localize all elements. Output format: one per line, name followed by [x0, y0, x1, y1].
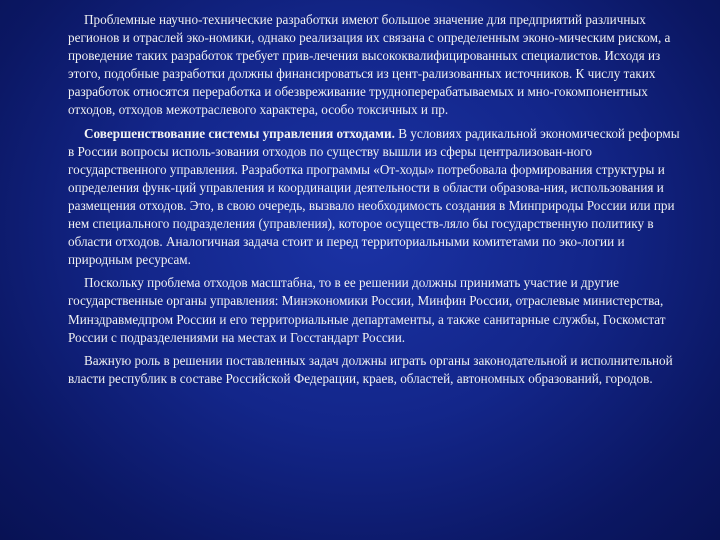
- paragraph-authorities-text: Важную роль в решении поставленных задач должны играть органы законодательной и исполнительной власти республик в составе Российской Федерации, краев, областей, автономных образований, городов.: [68, 352, 673, 386]
- section-heading-management: Совершенствование системы управления отходами.: [84, 125, 395, 141]
- paragraph-agencies-text: Поскольку проблема отходов масштабна, то в ее решении должны принимать участие и другие государственные органы управления: Минэкономики России, Минфин России, отраслевые министерства, Минздравмедпром России и его территориальные департаменты, а также санитарные службы, Госкомстат России с подразделениями на местах и Госстандарт России.: [68, 275, 666, 345]
- paragraph-management: [68, 125, 680, 270]
- paragraph-intro-text: Проблемные научно-технические разработки имеют большое значение для предприятий различных регионов и отраслей эко-номики, однако реализация их связана с определенным эконо-мическим риском, а проведение таких разработок требует прив-лечения высококвалифицированных специалистов. Исходя из этого, подобные разработки должны финансироваться из цент-рализованных источников. К числу таких разработок относятся переработка и обезвреживание трудноперерабатываемых и мно-гокомпонентных отходов, отходов межотраслевого характера, особо токсичных и пр.: [68, 12, 671, 118]
- slide-body: [68, 11, 680, 393]
- paragraph-management-text: В условиях радикальной экономической реформы в России вопросы исполь-зования отходов по существу вышли из сферы централизован-ного государственного управления. Разработка программы «От-ходы» потребовала формирования структуры и определения функ-ций управления и координации деятельности в области образова-ния, использования и размещения отходов. Это, в свою очередь, вызвало необходимость создания в Минприроды России или при нем специального подразделения (управления), которое осуществ-ляло бы государственную политику в области отходов. Аналогичная задача стоит и перед территориальными комитетами по эко-логии и природным ресурсам.: [68, 125, 680, 268]
- paragraph-intro: [68, 11, 680, 120]
- paragraph-agencies: [68, 274, 680, 346]
- paragraph-authorities: [68, 352, 680, 388]
